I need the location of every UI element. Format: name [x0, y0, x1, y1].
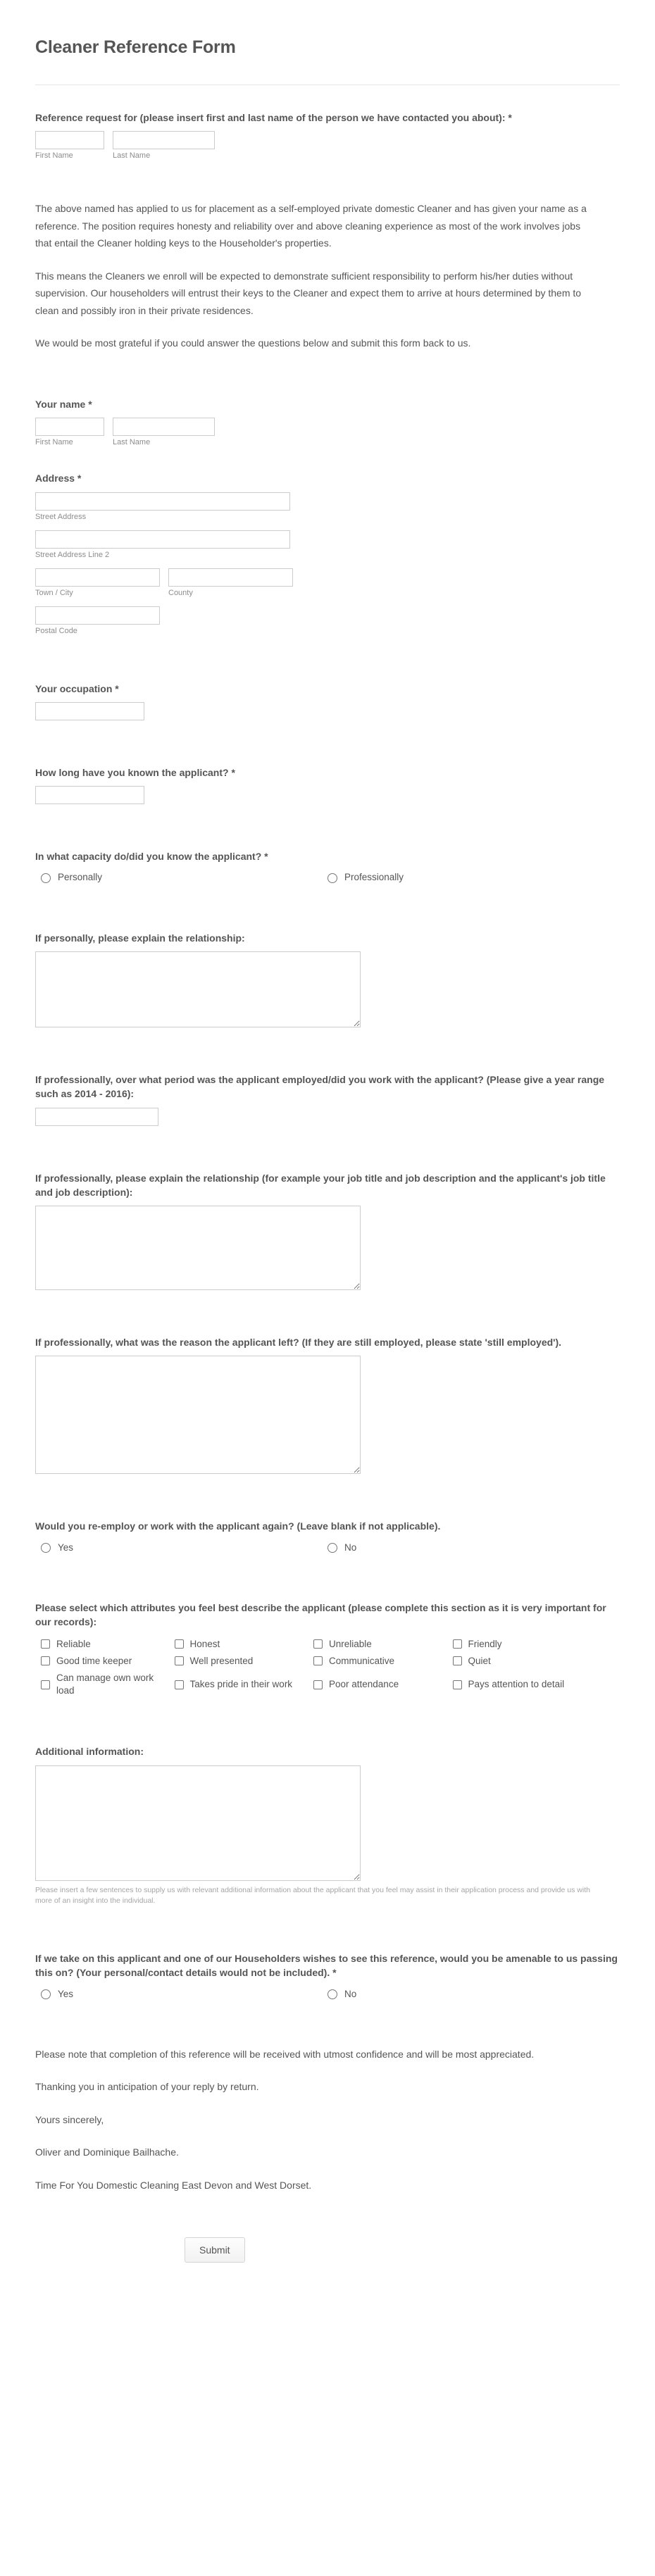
address-city-input[interactable] [35, 568, 160, 587]
closing-paragraph-5: Time For You Domestic Cleaning East Devon and West Dorset. [35, 2179, 312, 2191]
attribute-option-unreliable-label: Unreliable [329, 1638, 372, 1649]
reemploy-option-yes-label: Yes [58, 1542, 74, 1553]
checkbox-square-icon[interactable] [313, 1656, 323, 1665]
spacer [35, 1930, 620, 1951]
attribute-option-good-time-keeper[interactable] [35, 1653, 175, 1670]
field-additional-information [35, 1744, 620, 1906]
field-occupation [35, 682, 620, 720]
spacer [35, 1580, 620, 1601]
field-reemploy [35, 1519, 620, 1556]
field-reference-request [35, 111, 620, 161]
pass-on-reference-label: If we take on this applicant and one of our Householders wishes to see this reference, would you be amenable to us passing this on? (Your personal/contact details would not be included). * [35, 1953, 618, 1979]
address-street-block [35, 492, 620, 522]
additional-information-textarea[interactable] [35, 1765, 361, 1881]
field-attributes [35, 1601, 620, 1699]
additional-information-label: Additional information: [35, 1746, 144, 1758]
attribute-option-quiet[interactable] [453, 1653, 592, 1670]
attribute-option-reliable[interactable] [35, 1636, 175, 1653]
pass-on-reference-option-yes-label: Yes [58, 1988, 74, 1999]
capacity-option-personally-label: Personally [58, 872, 103, 883]
field-personal-relationship [35, 931, 620, 1027]
attribute-option-good-time-keeper-label: Good time keeper [56, 1655, 132, 1666]
spacer [35, 828, 620, 849]
address-street2-block [35, 530, 620, 560]
capacity-radio-group [35, 870, 620, 885]
professional-relationship-textarea[interactable] [35, 1206, 361, 1290]
capacity-option-professionally-label: Professionally [344, 872, 404, 883]
attribute-option-communicative-label: Communicative [329, 1655, 395, 1666]
attribute-option-friendly-label: Friendly [468, 1638, 502, 1649]
attribute-option-poor-attendance-label: Poor attendance [329, 1679, 399, 1690]
reference-request-last-name-sublabel: Last Name [113, 151, 151, 161]
address-county-block [168, 568, 293, 598]
reason-left-label: If professionally, what was the reason the applicant left? (If they are still employed, please state 'still employed'). [35, 1337, 562, 1349]
address-postal-code-input[interactable] [35, 606, 160, 625]
address-street2-input[interactable] [35, 530, 290, 549]
professional-period-label: If professionally, over what period was the applicant employed/did you work with the applicant? (Please give a year range such as 2014 - 2016): [35, 1073, 605, 1100]
attribute-option-pays-attention-to-detail-label: Pays attention to detail [468, 1679, 565, 1690]
pass-on-reference-option-yes[interactable] [35, 1987, 328, 2002]
closing-paragraph-3: Yours sincerely, [35, 2113, 104, 2125]
spacer [35, 661, 620, 682]
page-title: Cleaner Reference Form [35, 37, 236, 57]
radio-circle-icon[interactable] [328, 873, 337, 883]
intro-paragraph-3: We would be most grateful if you could answer the questions below and submit this form back to us. [35, 337, 471, 349]
radio-circle-icon[interactable] [328, 1989, 337, 1999]
attribute-option-honest[interactable] [175, 1636, 314, 1653]
radio-circle-icon[interactable] [41, 1543, 51, 1553]
checkbox-square-icon[interactable] [41, 1639, 50, 1649]
field-your-name [35, 397, 620, 447]
your-name-label: Your name * [35, 398, 92, 410]
reemploy-label: Would you re-employ or work with the applicant again? (Leave blank if not applicable). [35, 1520, 441, 1532]
field-address [35, 471, 620, 636]
attributes-label: Please select which attributes you feel best describe the applicant (please complete this section as it is very important for our records): [35, 1601, 606, 1628]
checkbox-square-icon[interactable] [453, 1680, 462, 1689]
attribute-option-communicative[interactable] [313, 1653, 453, 1670]
attribute-option-takes-pride-in-their-work[interactable] [175, 1670, 314, 1699]
reemploy-option-yes[interactable] [35, 1540, 328, 1556]
reference-request-name-row [35, 131, 620, 161]
personal-relationship-textarea[interactable] [35, 951, 361, 1027]
closing-paragraph-1: Please note that completion of this reference will be received with utmost confidence and will be most appreciated. [35, 2048, 535, 2060]
capacity-option-professionally[interactable] [328, 870, 620, 885]
address-street-input[interactable] [35, 492, 290, 511]
attribute-option-reliable-label: Reliable [56, 1638, 91, 1649]
address-city-block [35, 568, 160, 598]
your-last-name-input[interactable] [113, 418, 215, 436]
occupation-label: Your occupation * [35, 682, 119, 694]
professional-relationship-label: If professionally, please explain the relationship (for example your job title and job description and the applicant's job title and job description): [35, 1172, 606, 1198]
address-city-county-row [35, 568, 620, 598]
reemploy-radio-group [35, 1540, 620, 1556]
address-postal-code-sublabel: Postal Code [35, 627, 77, 636]
spacer [35, 910, 620, 931]
checkbox-square-icon[interactable] [453, 1639, 462, 1649]
submit-row [35, 2237, 620, 2263]
field-professional-relationship [35, 1171, 620, 1291]
submit-button[interactable]: Submit [185, 2237, 245, 2263]
reemploy-option-no-label: No [344, 1542, 357, 1553]
occupation-input[interactable] [35, 702, 144, 720]
intro-paragraph-2: This means the Cleaners we enroll will be expected to demonstrate sufficient responsibility to perform his/her duties without supervision. Our householders will entrust their keys to the Cleaner and expect them to arrive at hours determined by them to clean and possibly iron in their private residences. [35, 270, 582, 316]
reference-request-label: Reference request for (please insert first and last name of the person we have contacted you about): * [35, 112, 512, 123]
reason-left-textarea[interactable] [35, 1356, 361, 1474]
field-reason-left [35, 1335, 620, 1474]
address-postal-block [35, 606, 620, 636]
known-how-long-label: How long have you known the applicant? * [35, 766, 235, 778]
reference-request-last-col [113, 131, 215, 161]
attribute-option-quiet-label: Quiet [468, 1655, 491, 1666]
checkbox-square-icon[interactable] [41, 1656, 50, 1665]
reference-request-first-col [35, 131, 104, 161]
your-last-name-sublabel: Last Name [113, 438, 151, 447]
spacer [35, 744, 620, 765]
attribute-option-well-presented[interactable] [175, 1653, 314, 1670]
spacer [35, 1498, 620, 1519]
attribute-option-takes-pride-in-their-work-label: Takes pride in their work [189, 1679, 293, 1690]
checkbox-square-icon[interactable] [175, 1639, 184, 1649]
attribute-option-well-presented-label: Well presented [189, 1655, 254, 1666]
radio-circle-icon[interactable] [41, 873, 51, 883]
checkbox-square-icon[interactable] [313, 1680, 323, 1689]
capacity-option-personally[interactable] [35, 870, 328, 885]
known-how-long-input[interactable] [35, 786, 144, 804]
closing-paragraph-4: Oliver and Dominique Bailhache. [35, 2146, 179, 2158]
checkbox-square-icon[interactable] [41, 1680, 50, 1689]
attributes-checkbox-group [35, 1636, 592, 1700]
spacer [35, 1051, 620, 1073]
radio-circle-icon[interactable] [328, 1543, 337, 1553]
personal-relationship-label: If personally, please explain the relationship: [35, 932, 245, 944]
closing-paragraph-2: Thanking you in anticipation of your reply by return. [35, 2081, 259, 2093]
attribute-option-friendly[interactable] [453, 1636, 592, 1653]
checkbox-square-icon[interactable] [313, 1639, 323, 1649]
attribute-option-unreliable[interactable] [313, 1636, 453, 1653]
intro-paragraph-1: The above named has applied to us for placement as a self-employed private domestic Cleaner and has given your name as a reference. The position requires honesty and reliability over and above cleaning experience as most of the work involves jobs that entail the Cleaner holding keys to the Householder's properties. [35, 203, 587, 249]
field-professional-period [35, 1073, 620, 1126]
attribute-option-can-manage-own-work-load-label: Can manage own work load [56, 1672, 154, 1696]
attribute-option-honest-label: Honest [189, 1638, 220, 1649]
your-first-name-input[interactable] [35, 418, 104, 436]
field-known-how-long [35, 765, 620, 804]
address-county-sublabel: County [168, 589, 193, 598]
pass-on-reference-option-no-label: No [344, 1988, 357, 1999]
attribute-option-pays-attention-to-detail[interactable] [453, 1670, 592, 1699]
professional-period-input[interactable] [35, 1108, 158, 1126]
your-first-name-sublabel: First Name [35, 438, 73, 447]
address-city-sublabel: Town / City [35, 589, 73, 598]
capacity-label: In what capacity do/did you know the applicant? * [35, 851, 268, 863]
reemploy-option-no[interactable] [328, 1540, 620, 1556]
your-name-last-col [113, 418, 215, 447]
pass-on-reference-option-no[interactable] [328, 1987, 620, 2002]
address-label: Address * [35, 473, 82, 484]
attribute-option-can-manage-own-work-load[interactable] [35, 1670, 175, 1699]
intro-text-block [35, 200, 620, 352]
closing-text-block [35, 2046, 620, 2194]
spacer [35, 1150, 620, 1171]
checkbox-square-icon[interactable] [175, 1656, 184, 1665]
reference-request-last-name-input[interactable] [113, 131, 215, 149]
attribute-option-poor-attendance[interactable] [313, 1670, 453, 1699]
spacer [35, 1723, 620, 1744]
your-name-row [35, 418, 620, 447]
address-street2-sublabel: Street Address Line 2 [35, 550, 110, 559]
reference-request-first-name-input[interactable] [35, 131, 104, 149]
address-county-input[interactable] [168, 568, 293, 587]
checkbox-square-icon[interactable] [453, 1656, 462, 1665]
radio-circle-icon[interactable] [41, 1989, 51, 1999]
field-pass-on-reference [35, 1951, 620, 2002]
pass-on-reference-radio-group [35, 1987, 620, 2002]
address-street-sublabel: Street Address [35, 512, 87, 521]
field-capacity [35, 849, 620, 886]
checkbox-square-icon[interactable] [175, 1680, 184, 1689]
spacer [35, 1314, 620, 1335]
your-name-first-col [35, 418, 104, 447]
reference-request-first-name-sublabel: First Name [35, 151, 73, 161]
additional-information-hint: Please insert a few sentences to supply us with relevant additional information about the applicant that you feel may assist in their application process and provide us with more of an insight into the individual. [35, 1885, 590, 1905]
